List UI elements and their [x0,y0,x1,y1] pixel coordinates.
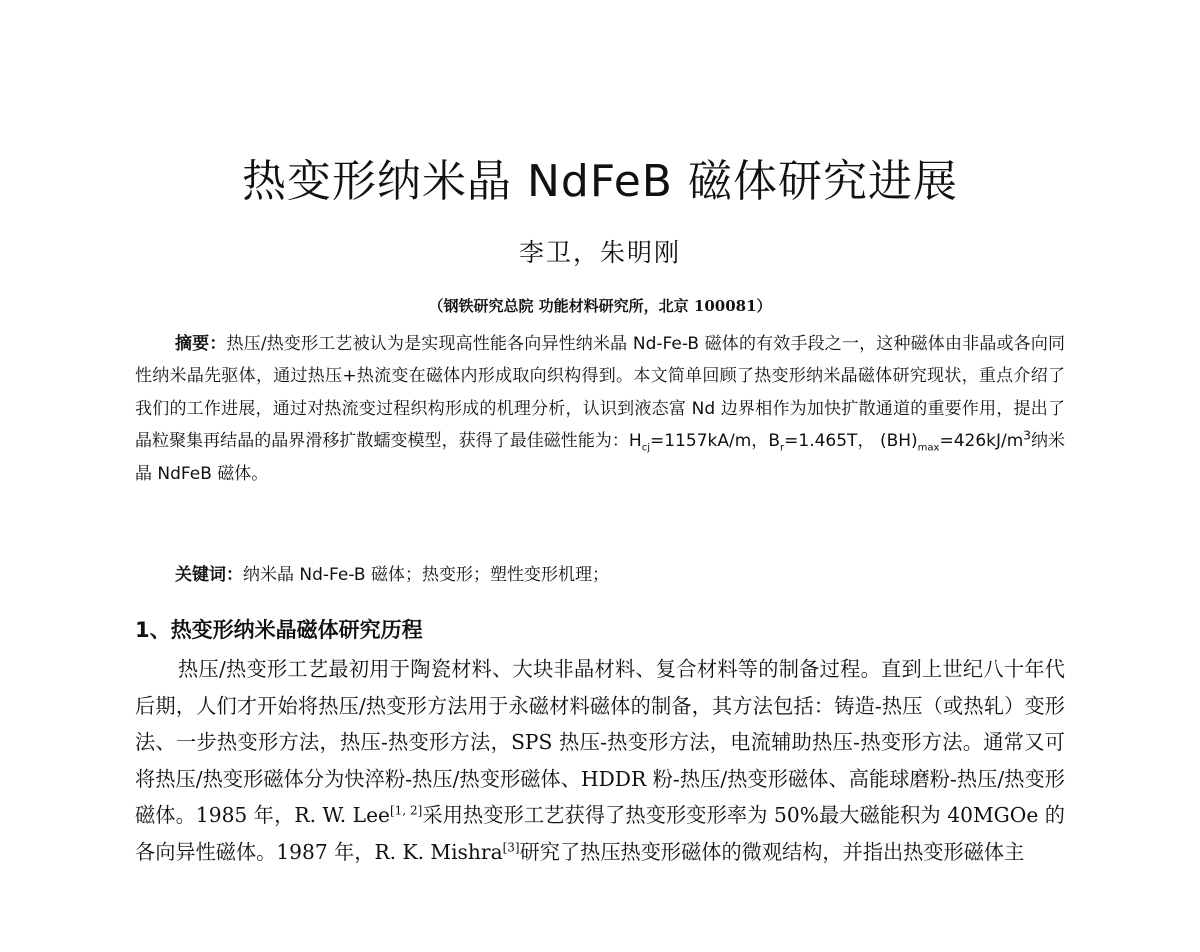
abstract-paragraph [135,328,1065,490]
keywords-label: 关键词： [175,565,243,585]
keywords-text: 纳米晶 Nd-Fe-B 磁体；热变形；塑性变形机理； [243,565,609,585]
abstract-label: 摘要： [175,334,227,354]
br-value: $B_r=1.465T$， [768,431,875,454]
abstract-text: 热压/热变形工艺被认为是实现高性能各向异性纳米晶 Nd-Fe-B 磁体的有效手段之一，这种磁体由非晶或各向同性纳米晶先驱体，通过热压+热流变在磁体内形成取向织构得到。本文简单回顾了热变形纳米晶磁体研究现状，重点介绍了我们的工作进展，通过对热流变过程织构形成的机理分析，认识到液态富 Nd 边界相作为加快扩散通道的重要作用，提出了晶粒聚集再结晶的晶界滑移扩散蠕变模型，获得了最佳磁性能为： [135,334,1065,452]
body-text [135,651,1065,871]
paper-title: 热变形纳米晶 NdFeB 磁体研究进展 [242,156,958,207]
citation-ref: [1, 2] [389,803,423,818]
bh-max-value: $(BH)_{max}=426kJ/m^3$ [879,428,1031,454]
body-paragraph: 热压/热变形工艺最初用于陶瓷材料、大块非晶材料、复合材料等的制备过程。直到上世纪八十年代后期，人们才开始将热压/热变形方法用于永磁材料磁体的制备，其方法包括：铸造-热压（或热轧）变形法、一步热变形方法，热压-热变形方法，SPS 热压-热变形方法，电流辅助热压-热变形方法。通常又可将热压/热变形磁体分为快淬粉-热压/热变形磁体、HDDR 粉-热压/热变形磁体、高能球磨粉-热压/热变形磁体。1985 年，R. W. Lee[1, 2]采用热变形工艺获得了热变形变形率为 50%最大磁能积为 40MGOe 的各向异性磁体。1987 年，R. K. Mishra[3]研究了热压热变形磁体的微观结构，并指出热变形磁体主 [135,657,1065,864]
affiliation: （钢铁研究总院 功能材料研究所，北京 100081） [428,297,772,315]
hcj-value: $H_{cj}=1157kA/m$， [628,431,769,454]
author-list: 李卫，朱明刚 [518,238,681,267]
citation-ref: [3] [502,840,520,855]
section-heading: 1、热变形纳米晶磁体研究历程 [135,618,423,642]
abstract-text-end: 纳米晶 NdFeB 磁体。 [135,431,1066,484]
keywords-line [175,560,1065,585]
